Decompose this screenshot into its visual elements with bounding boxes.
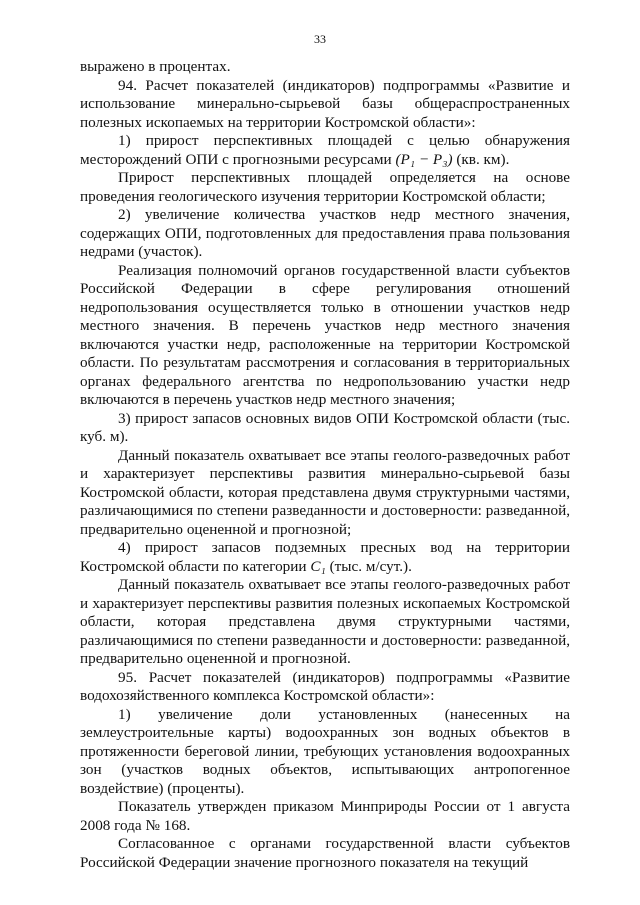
paragraph: 2) увеличение количества участков недр местного значения, содержащих ОПИ, подготовленных для предоставления права пользования недрами (участок).: [80, 206, 570, 260]
paragraph: [80, 539, 570, 576]
paragraph: Согласованное с органами государственной власти субъектов Российской Федерации значение прогнозного показателя на текущий: [80, 835, 570, 871]
paragraph: Реализация полномочий органов государственной власти субъектов Российской Федерации в сфере регулирования отношений недропользования осуществляется только в отношении участков недр местного значения. В перечень участков недр местного значения включаются участки недр, расположенные на территории Костромской области. По результатам рассмотрения и согласования в территориальных органах федерального агентства по недропользованию участки недр включаются в перечень участков недр местного значения;: [80, 261, 570, 408]
paragraph: 94. Расчет показателей (индикаторов) подпрограммы «Развитие и использование минерально-сырьевой базы общераспространенных полезных ископаемых на территории Костромской области»:: [80, 76, 570, 131]
paragraph: Прирост перспективных площадей определяется на основе проведения геологического изучения территории Костромской области;: [80, 169, 570, 205]
unit-c1: (тыс. м/сут.).: [329, 557, 412, 575]
unit-sq-km: (кв. км).: [456, 150, 510, 168]
formula-p1-p3: (P₁ − P₃): [395, 150, 453, 168]
paragraph: 95. Расчет показателей (индикаторов) подпрограммы «Развитие водохозяйственного комплекса Костромской области»:: [80, 668, 570, 704]
paragraph: Показатель утвержден приказом Минприроды России от 1 августа 2008 года № 168.: [80, 798, 570, 834]
paragraph: 1) увеличение доли установленных (нанесенных на землеустроительные карты) водоохранных зон водных объектов в протяженности береговой линии, требующих установления водоохранных зон (участков водных объектов, испытывающих антропогенное воздействие) (проценты).: [80, 705, 570, 797]
paragraph: выражено в процентах.: [80, 58, 231, 75]
paragraph: Данный показатель охватывает все этапы геолого-разведочных работ и характеризует перспективы развития полезных ископаемых Костромской области, которая представлена двумя структурными частями, различающимися по степени разведанности и достоверности: разведанной, предварительно оцененной и прогнозной.: [80, 576, 570, 667]
paragraph-text: 4) прирост запасов подземных пресных вод на территории Костромской области по категории: [80, 539, 570, 575]
formula-c1: C₁: [310, 557, 326, 575]
paragraph: Данный показатель охватывает все этапы геолого-разведочных работ и характеризует перспективы развития минерально-сырьевой базы Костромской области, которая представлена двумя структурными частями, различающимися по степени разведанности и достоверности: разведанной, предварительно оцененной и прогнозной;: [80, 446, 570, 538]
paragraph: 3) прирост запасов основных видов ОПИ Костромской области (тыс. куб. м).: [80, 409, 570, 445]
paragraph-text: 1) прирост перспективных площадей с целью обнаружения месторождений ОПИ с прогнозными ресурсами: [80, 132, 570, 168]
document-body: [80, 58, 570, 872]
paragraph: [80, 132, 570, 169]
page-number: 33: [314, 32, 326, 46]
